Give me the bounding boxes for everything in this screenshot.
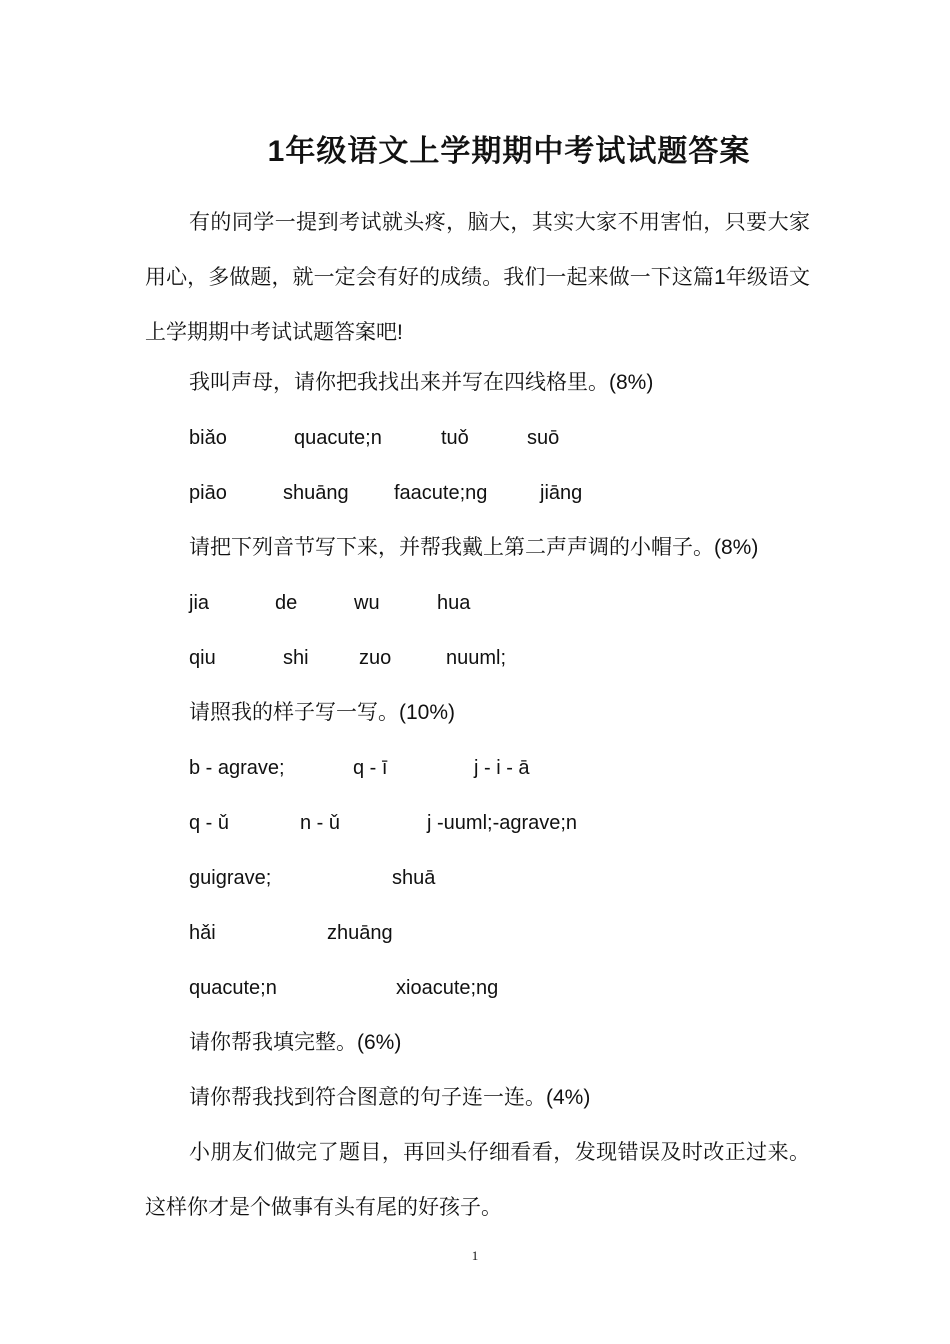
- pinyin-item: shuā: [392, 867, 436, 889]
- pinyin-item: b - agrave;: [189, 757, 285, 779]
- intro-text: 有的同学一提到考试就头疼，脑大，其实大家不用害怕，只要大家用心，多做题，就一定会有好的成绩。我们一起来做一下这篇1年级语文上学期期中考试试题答案吧!: [145, 211, 810, 344]
- pinyin-item: tuǒ: [441, 427, 469, 449]
- pinyin-item: jia: [189, 592, 210, 614]
- question-3: [145, 685, 810, 740]
- pinyin-item: piāo: [189, 482, 227, 504]
- question-4: [145, 1015, 810, 1070]
- question-3-text: 请照我的样子写一写。(10%): [189, 701, 456, 724]
- pinyin-item: biǎo: [189, 427, 227, 449]
- page-title: 1年级语文上学期期中考试试题答案: [267, 135, 751, 168]
- page-number: 1: [471, 1248, 479, 1263]
- pinyin-item: faacute;ng: [394, 482, 488, 504]
- question-2-text: 请把下列音节写下来，并帮我戴上第二声声调的小帽子。(8%): [189, 536, 759, 559]
- pinyin-item: jiāng: [540, 482, 583, 504]
- outro-paragraph: [145, 1125, 810, 1235]
- pinyin-item: shuāng: [283, 482, 349, 504]
- pinyin-item: j - i - ā: [474, 757, 530, 779]
- question-2: [145, 520, 810, 575]
- question-1: [145, 355, 810, 410]
- pinyin-item: quacute;n: [294, 427, 382, 449]
- pinyin-item: zhuāng: [327, 922, 393, 944]
- pinyin-item: q - ī: [353, 757, 388, 779]
- question-4-text: 请你帮我填完整。(6%): [189, 1031, 402, 1054]
- pinyin-item: quacute;n: [189, 977, 277, 999]
- pinyin-item: qiu: [189, 647, 216, 669]
- pinyin-item: wu: [354, 592, 380, 614]
- pinyin-item: de: [275, 592, 298, 614]
- pinyin-item: zuo: [359, 647, 392, 669]
- pinyin-item: j -uuml;-agrave;n: [427, 812, 578, 834]
- question-1-text: 我叫声母，请你把我找出来并写在四线格里。(8%): [189, 371, 654, 394]
- question-5-text: 请你帮我找到符合图意的句子连一连。(4%): [189, 1086, 591, 1109]
- pinyin-item: shi: [283, 647, 309, 669]
- question-5: [145, 1070, 810, 1125]
- pinyin-item: hua: [437, 592, 471, 614]
- intro-paragraph: [145, 195, 810, 360]
- pinyin-item: n - ǔ: [300, 812, 341, 834]
- pinyin-item: guigrave;: [189, 867, 272, 889]
- pinyin-item: xioacute;ng: [396, 977, 499, 999]
- pinyin-item: q - ǔ: [189, 812, 230, 834]
- pinyin-item: hǎi: [189, 922, 216, 944]
- outro-text: 小朋友们做完了题目，再回头仔细看看，发现错误及时改正过来。这样你才是个做事有头有尾的好孩子。: [145, 1141, 810, 1219]
- pinyin-item: suō: [527, 427, 560, 449]
- pinyin-item: nuuml;: [446, 647, 507, 669]
